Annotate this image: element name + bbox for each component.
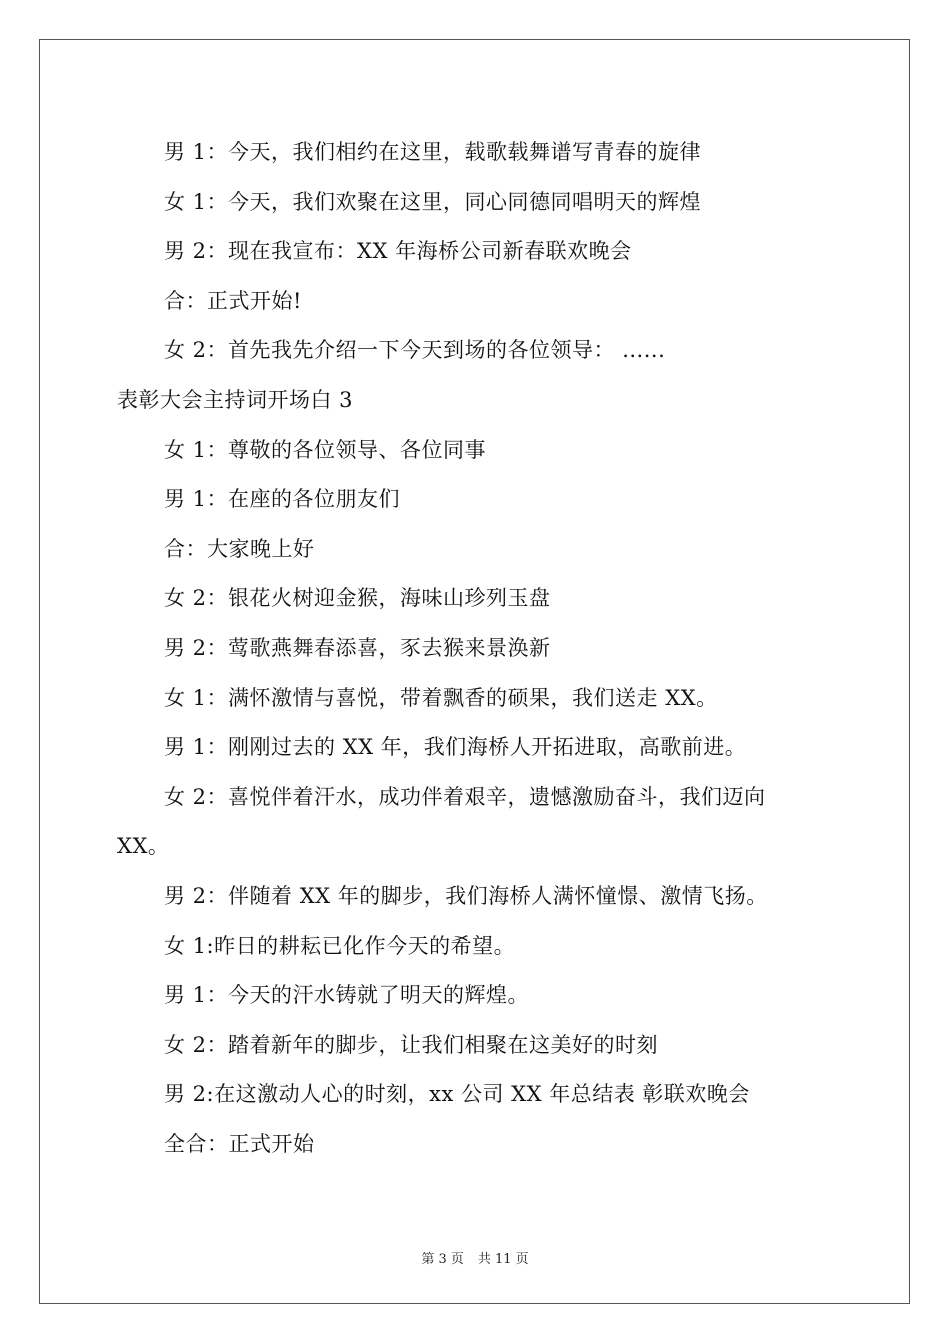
text-line: 女 2：银花火树迎金猴，海味山珍列玉盘 [164,586,551,611]
document-body [117,128,837,1169]
text-line: 女 1：尊敬的各位领导、各位同事 [164,437,487,462]
text-line: 男 2：伴随着 XX 年的脚步，我们海桥人满怀憧憬、激情飞扬。 [164,883,768,908]
section-heading: 表彰大会主持词开场白 3 [117,387,354,412]
text-line: 女 2：喜悦伴着汗水，成功伴着艰辛，遗憾激励奋斗，我们迈向 [164,784,766,809]
text-line: 女 1：今天，我们欢聚在这里，同心同德同唱明天的辉煌 [164,189,702,214]
text-line: 男 2：莺歌燕舞春添喜，豕去猴来景涣新 [164,635,551,660]
text-line: 男 1：今天，我们相约在这里，载歌载舞谱写青春的旋律 [164,140,702,164]
text-line: 女 1：满怀激情与喜悦，带着飘香的硕果，我们送走 XX。 [164,685,718,710]
text-line: 男 1：今天的汗水铸就了明天的辉煌。 [164,983,530,1008]
text-line: 男 2:在这激动人心的时刻，xx 公司 XX 年总结表 彰联欢晚会 [164,1082,750,1107]
text-line: 合：大家晚上好 [164,536,315,561]
text-line: 全合：正式开始 [164,1131,315,1156]
text-line: 女 2：首先我先介绍一下今天到场的各位领导： ...... [164,338,666,363]
text-line: 女 2：踏着新年的脚步，让我们相聚在这美好的时刻 [164,1032,659,1057]
page-footer [0,1248,950,1267]
text-line: 男 2：现在我宣布：XX 年海桥公司新春联欢晚会 [164,239,632,264]
text-line: 男 1：在座的各位朋友们 [164,487,401,512]
text-line-continuation: XX。 [117,834,170,859]
page-number: 第 3 页 [421,1252,464,1267]
text-line: 男 1：刚刚过去的 XX 年，我们海桥人开拓进取，高歌前进。 [164,735,747,760]
text-line: 合：正式开始! [164,288,302,313]
page-total: 共 11 页 [477,1252,529,1267]
text-line: 女 1:昨日的耕耘已化作今天的希望。 [164,933,516,958]
